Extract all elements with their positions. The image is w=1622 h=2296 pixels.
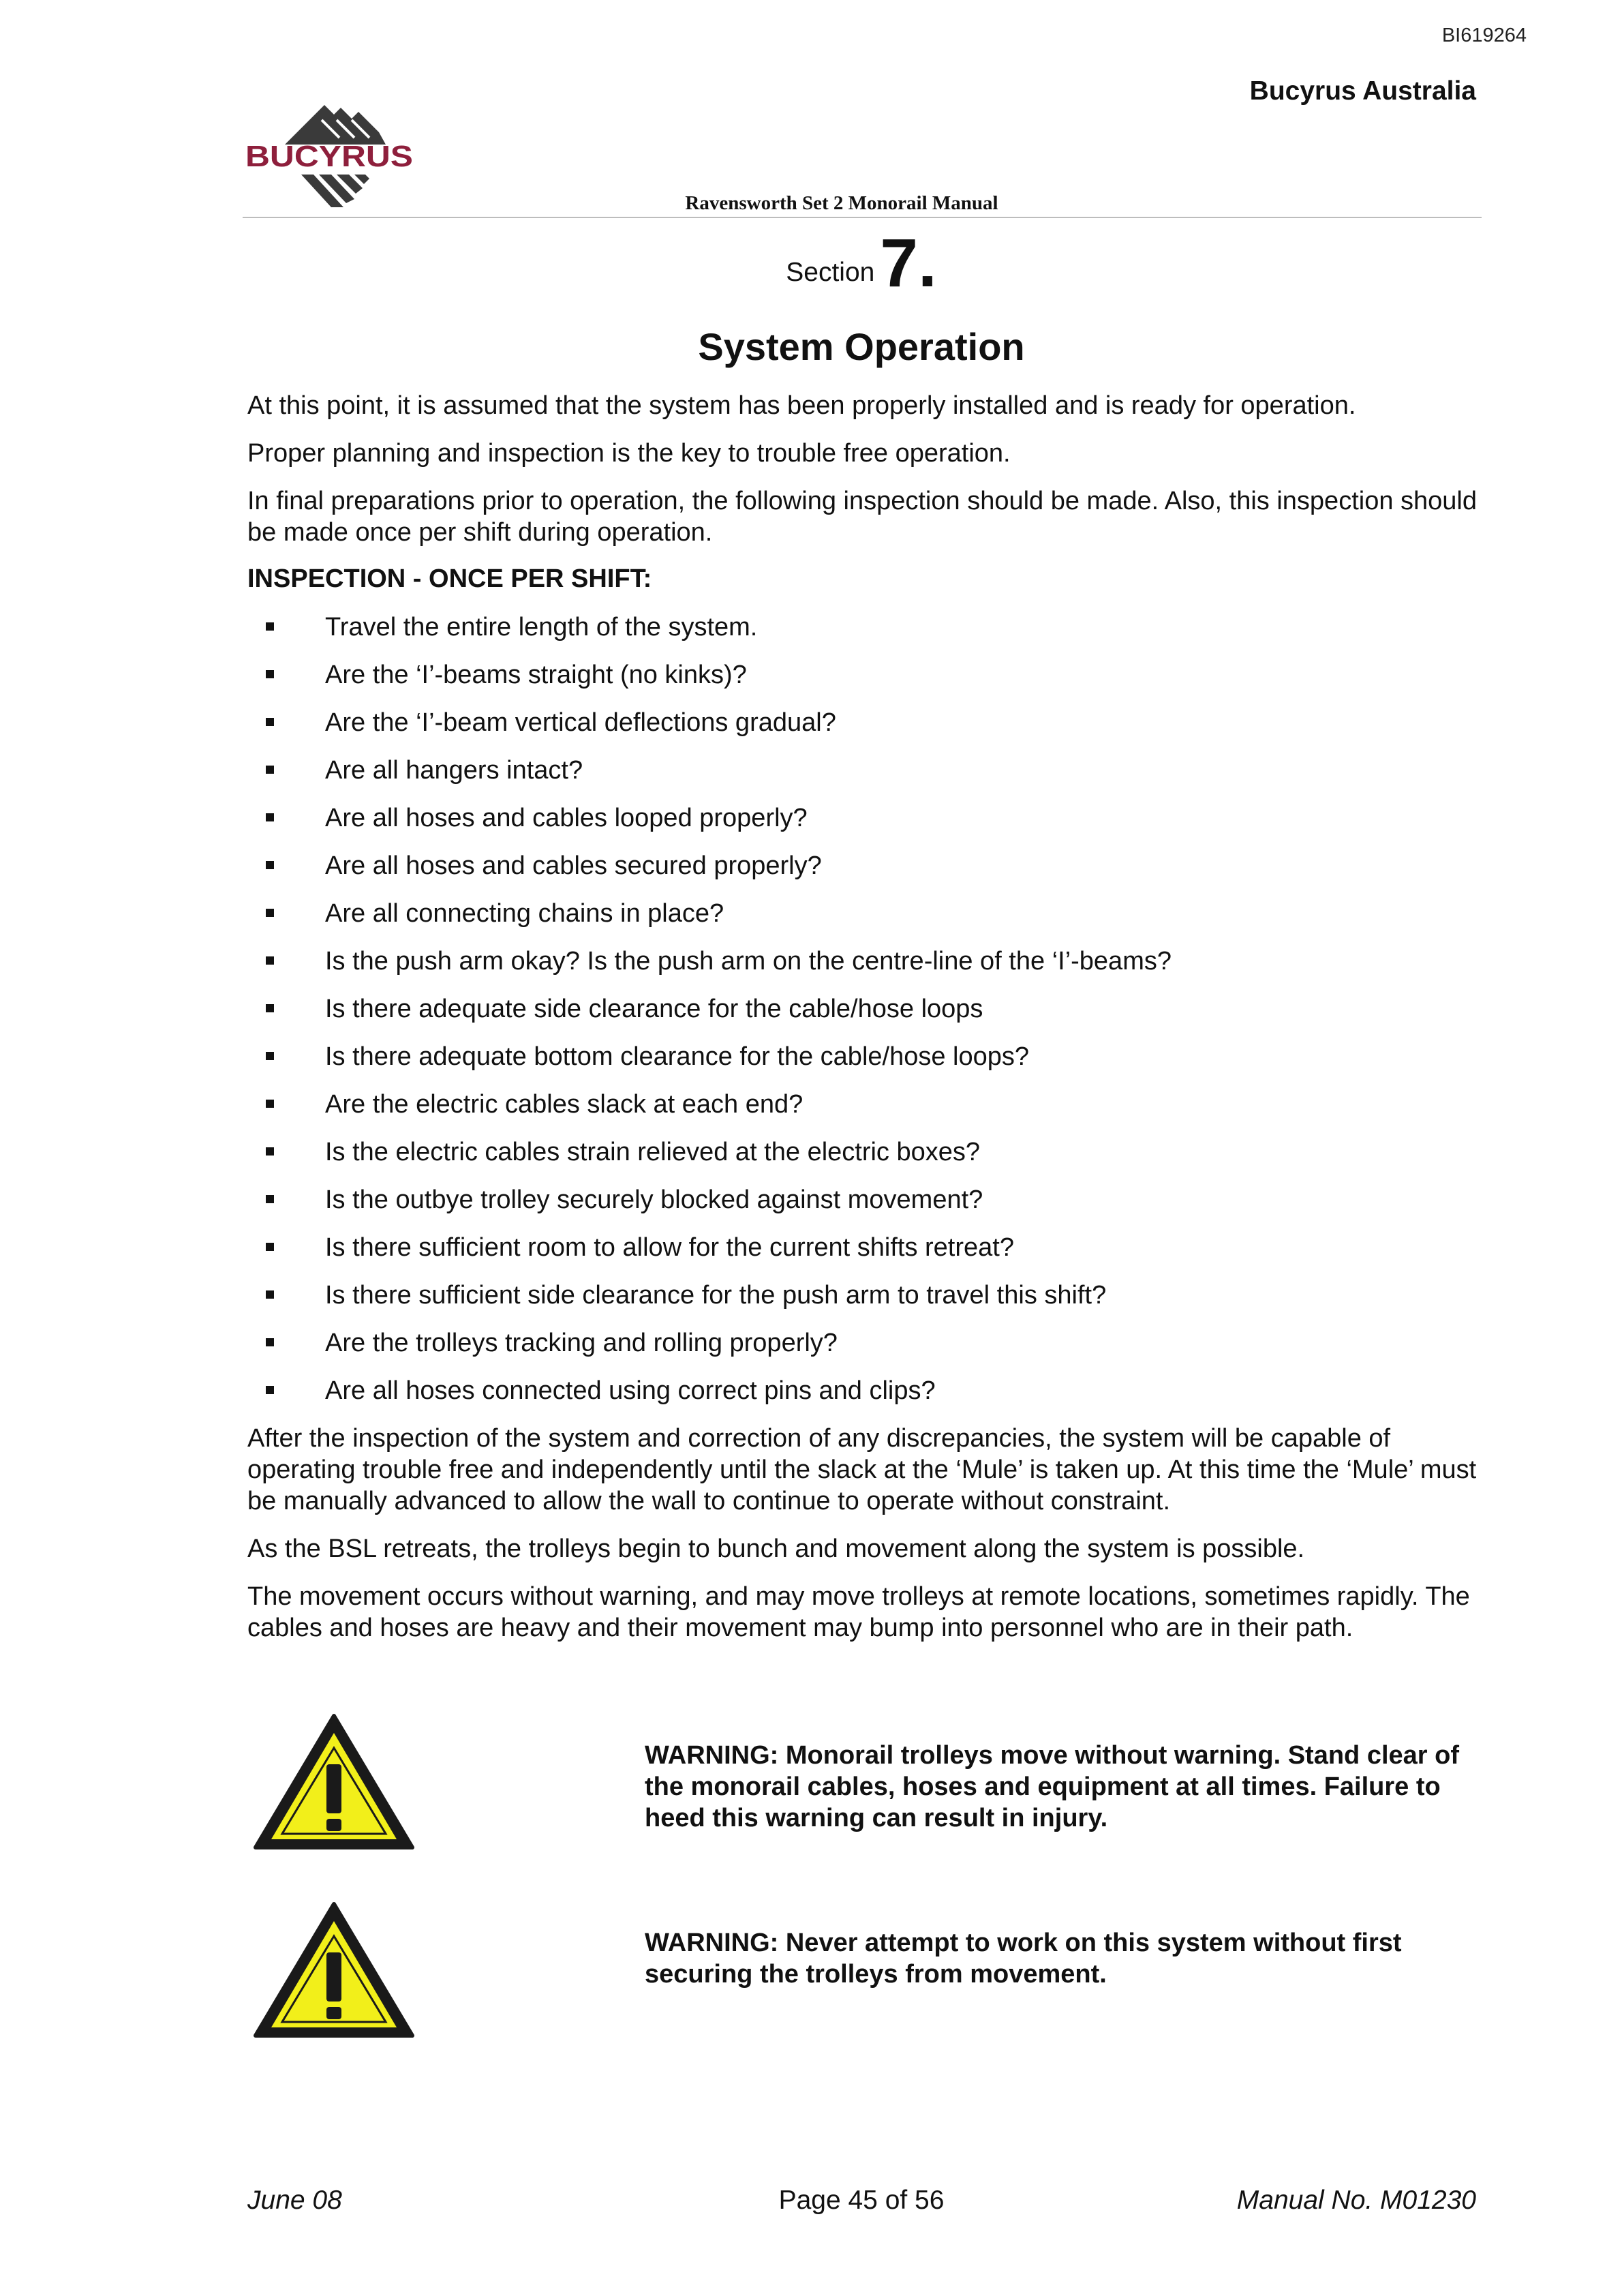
bullet-icon xyxy=(266,718,274,726)
bullet-icon xyxy=(266,909,274,917)
checklist-item xyxy=(247,1280,1172,1327)
warning-triangle-icon xyxy=(252,1712,416,1852)
checklist-item xyxy=(247,1184,1172,1232)
footer-page-number: Page 45 of 56 xyxy=(778,2186,945,2215)
bullet-icon xyxy=(266,670,274,678)
checklist-item xyxy=(247,946,1172,993)
checklist-item xyxy=(247,659,1172,707)
checklist-item-text: Are the ‘I’-beams straight (no kinks)? xyxy=(325,661,747,689)
section-title: System Operation xyxy=(698,325,1025,368)
section-number: 7. xyxy=(880,225,937,301)
checklist-item-text: Are all hangers intact? xyxy=(325,756,583,785)
bullet-icon xyxy=(266,1290,274,1299)
body-paragraph: The movement occurs without warning, and may move trolleys at remote locations, sometimes rapidly. The cables and hoses are heavy and their movement may bump into personnel who are in their path. xyxy=(247,1582,1470,1642)
checklist-item-text: Is the push arm okay? Is the push arm on the centre-line of the ‘I’-beams? xyxy=(325,947,1172,976)
checklist-item xyxy=(247,802,1172,850)
checklist-item-text: Are all hoses connected using correct pins and clips? xyxy=(325,1376,936,1405)
warning-text: WARNING: Monorail trolleys move without warning. Stand clear of the monorail cables, hoses and equipment at all times. Failure to heed this warning can result in injury. xyxy=(645,1741,1459,1832)
checklist-item-text: Is there sufficient side clearance for the push arm to travel this shift? xyxy=(325,1281,1107,1310)
logo-wordmark: BUCYRUS xyxy=(245,140,413,173)
bullet-icon xyxy=(266,1147,274,1155)
checklist-item-text: Are the electric cables slack at each end? xyxy=(325,1090,804,1119)
checklist-item-text: Are the ‘I’-beam vertical deflections gradual? xyxy=(325,708,836,737)
intro-paragraph: In final preparations prior to operation, the following inspection should be made. Also, this inspection should be made once per shift during operation. xyxy=(247,487,1477,547)
checklist-item xyxy=(247,1327,1172,1375)
checklist-item-text: Is there adequate side clearance for the cable/hose loops xyxy=(325,995,983,1023)
body-paragraph: As the BSL retreats, the trolleys begin to bunch and movement along the system is possible. xyxy=(247,1535,1305,1563)
bullet-icon xyxy=(266,1338,274,1346)
inspection-checklist xyxy=(247,611,1172,1423)
warning-text: WARNING: Never attempt to work on this system without first securing the trolleys from movement. xyxy=(645,1929,1402,1989)
bullet-icon xyxy=(266,622,274,631)
intro-paragraph: At this point, it is assumed that the system has been properly installed and is ready for operation. xyxy=(247,391,1356,420)
warning-triangle-icon xyxy=(252,1901,416,2040)
checklist-item-text: Are all hoses and cables looped properly? xyxy=(325,804,808,832)
checklist-item-text: Are all connecting chains in place? xyxy=(325,899,724,928)
footer-manual-number: Manual No. M01230 xyxy=(1236,2186,1476,2215)
section-heading xyxy=(0,225,1622,301)
checklist-item-text: Is there adequate bottom clearance for the cable/hose loops? xyxy=(325,1042,1030,1071)
checklist-item xyxy=(247,707,1172,755)
company-name: Bucyrus Australia xyxy=(1249,76,1476,106)
checklist-item xyxy=(247,1089,1172,1136)
checklist-item-text: Are all hoses and cables secured properly? xyxy=(325,851,822,880)
checklist-item xyxy=(247,898,1172,946)
manual-title: Ravensworth Set 2 Monorail Manual xyxy=(685,192,998,214)
document-id: BI619264 xyxy=(1441,25,1527,46)
footer-date: June 08 xyxy=(247,2186,342,2215)
checklist-item xyxy=(247,1375,1172,1423)
checklist-item xyxy=(247,993,1172,1041)
checklist-item-text: Are the trolleys tracking and rolling properly? xyxy=(325,1329,838,1357)
checklist-item-text: Travel the entire length of the system. xyxy=(325,613,758,641)
checklist-item-text: Is the electric cables strain relieved at the electric boxes? xyxy=(325,1138,981,1166)
intro-paragraph: Proper planning and inspection is the key to trouble free operation. xyxy=(247,439,1011,468)
checklist-item xyxy=(247,755,1172,802)
checklist-item xyxy=(247,1232,1172,1280)
checklist-item-text: Is there sufficient room to allow for the current shifts retreat? xyxy=(325,1233,1014,1262)
checklist-item xyxy=(247,850,1172,898)
header-divider xyxy=(243,217,1482,218)
bullet-icon xyxy=(266,861,274,869)
checklist-item xyxy=(247,611,1172,659)
section-label: Section xyxy=(786,258,875,287)
checklist-item xyxy=(247,1041,1172,1089)
bullet-icon xyxy=(266,1004,274,1012)
checklist-item xyxy=(247,1136,1172,1184)
bullet-icon xyxy=(266,1386,274,1394)
bullet-icon xyxy=(266,813,274,821)
body-paragraph: After the inspection of the system and correction of any discrepancies, the system will be capable of operating trouble free and independently until the slack at the ‘Mule’ is taken up. At this time the ‘Mule’ must be manually advanced to allow the wall to continue to operate without constraint. xyxy=(247,1424,1477,1515)
checklist-item-text: Is the outbye trolley securely blocked against movement? xyxy=(325,1185,983,1214)
bullet-icon xyxy=(266,1100,274,1108)
bullet-icon xyxy=(266,1243,274,1251)
bullet-icon xyxy=(266,956,274,965)
bullet-icon xyxy=(266,1052,274,1060)
inspection-heading: INSPECTION - ONCE PER SHIFT: xyxy=(247,564,652,593)
bullet-icon xyxy=(266,766,274,774)
bullet-icon xyxy=(266,1195,274,1203)
